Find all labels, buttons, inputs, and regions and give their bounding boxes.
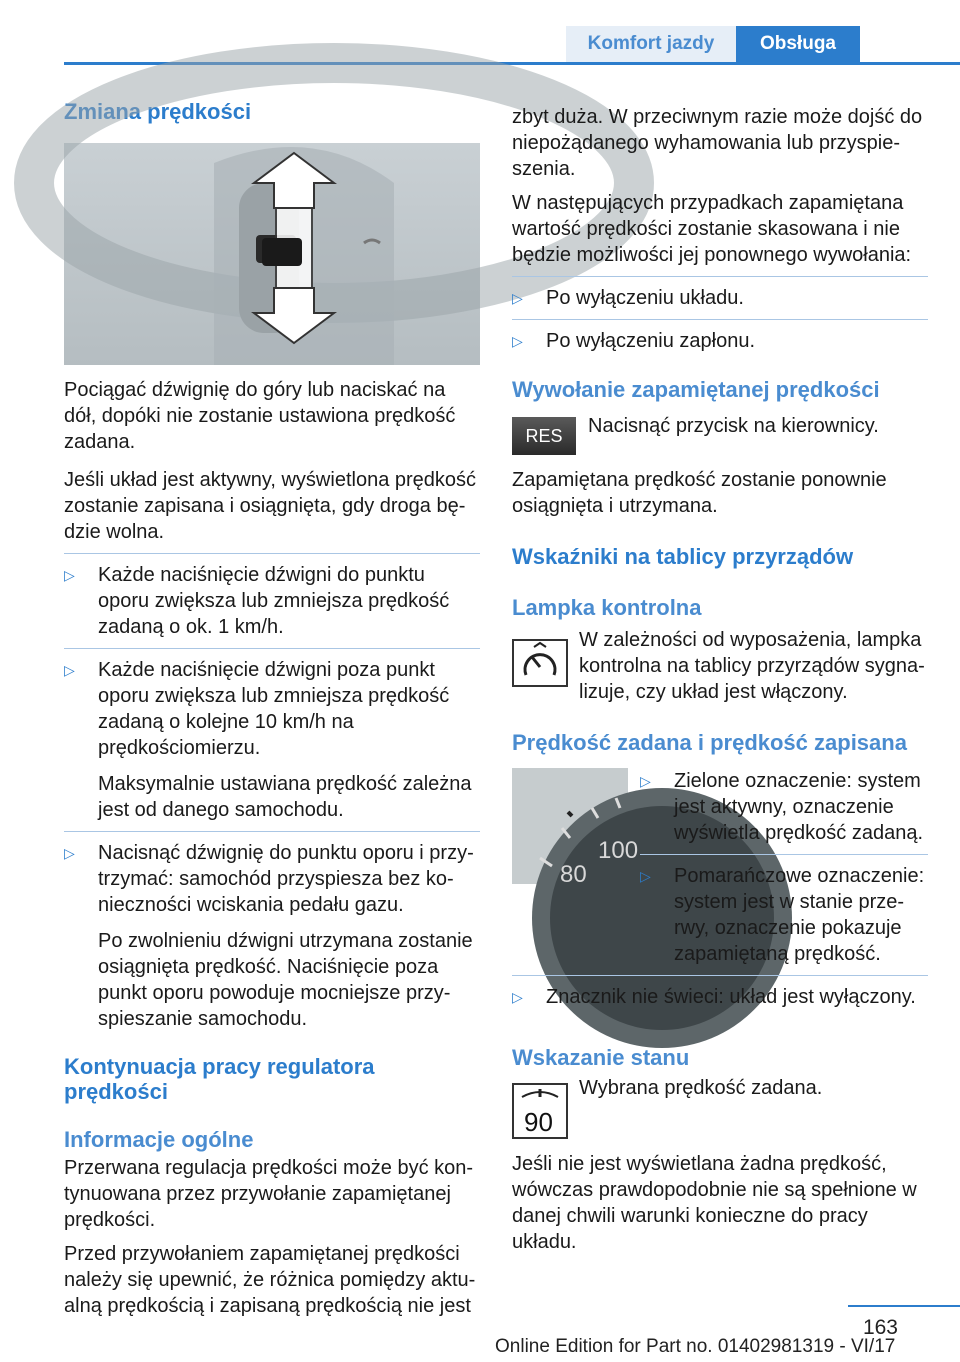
list-item-note: Maksymalnie ustawiana prędkość zależna jest od danego samochodu. (98, 773, 472, 821)
lamp-row (512, 627, 928, 705)
paragraph: Przed przywołaniem zapamiętanej prędkości należy się upewnić, że różnica pomiędzy aktualną prędkością i zapisaną prędkością nie jest (64, 1243, 476, 1317)
triangle-bullet-icon: ▷ (512, 290, 523, 306)
heading-continue: Kontynuacja pracy regulatora prędkości (64, 1054, 375, 1104)
list-item (640, 854, 928, 967)
list-item (64, 648, 480, 823)
gauge-label-80: 80 (560, 861, 587, 888)
list-item (640, 768, 928, 846)
res-row (512, 409, 928, 455)
speedometer-image (512, 768, 639, 888)
page-number: 163 (862, 1316, 898, 1339)
triangle-bullet-icon: ▷ (64, 845, 75, 861)
heading-general: Informacje ogólne (64, 1127, 254, 1152)
list-item-text: Znacznik nie świeci: układ jest wyłączony. (546, 986, 916, 1008)
heading-speeds: Prędkość zadana i prędkość zapisana (512, 730, 907, 755)
list-item-text: Każde naciśnięcie dźwigni do punktu oporu zwiększa lub zmniejsza prędkość zadaną o ok. 1 km/h. (98, 564, 450, 638)
paragraph: Jeśli układ jest aktywny, wyświetlona prędkość zostanie zapisana i osiągnięta, gdy droga będzie wolna. (64, 469, 477, 543)
list-item-text: Po wyłączeniu układu. (546, 287, 744, 309)
steering-wheel-illustration (64, 143, 480, 365)
edition-footer: Online Edition for Part no. 01402981319 - VI/17 (495, 1336, 896, 1357)
steering-wheel-image (64, 143, 480, 365)
right-column (512, 104, 928, 1255)
list-item (64, 831, 480, 1032)
status-speed-icon (512, 1083, 568, 1139)
list-item-text: Zielone oznaczenie: system jest aktywny, oznaczenie wyświetla prędkość zadaną. (674, 770, 924, 844)
chapter-tab: Obsługa (736, 26, 860, 62)
left-column (64, 98, 480, 1319)
list-item-text: Po wyłączeniu zapłonu. (546, 330, 756, 352)
cruise-control-icon (512, 639, 568, 687)
list-item (512, 975, 928, 1010)
list-item-text: Pomarańczowe oznaczenie: system jest w stanie przerwy, oznaczenie pokazuje zapamiętaną prędkość. (674, 865, 925, 965)
list-item (64, 553, 480, 640)
list-item (512, 319, 928, 354)
status-row (512, 1075, 928, 1139)
list-item-text: Każde naciśnięcie dźwigni poza punkt oporu zwiększa lub zmniejsza prędkość zadaną o kolejne 10 km/h na prędkościomierzu. (98, 659, 450, 759)
heading-indicators: Wskaźniki na tablicy przyrządów (512, 544, 854, 569)
section-tab: Komfort jazdy (566, 26, 736, 62)
paragraph: W następujących przypadkach zapamiętana wartość prędkości zostanie skasowana i nie będzie możliwości jej ponownego wywołania: (512, 192, 912, 266)
heading-change-speed: Zmiana prędkości (64, 99, 252, 124)
res-button-icon: RES (512, 417, 576, 455)
paragraph: Wybrana prędkość zadana. (579, 1077, 823, 1099)
triangle-bullet-icon: ▷ (512, 989, 523, 1005)
status-speed-value: 90 (524, 1107, 553, 1137)
paragraph: Nacisnąć przycisk na kierownicy. (588, 415, 879, 437)
triangle-bullet-icon: ▷ (512, 333, 523, 349)
list-item-note: Po zwolnieniu dźwigni utrzymana zostanie osiągnięta prędkość. Naciśnięcie poza punkt oporu powoduje mocniejsze przyspieszanie samochodu. (98, 930, 473, 1030)
list-item-text: Nacisnąć dźwignię do punktu oporu i przytrzymać: samochód przyspiesza bez konieczności wciskania pedału gazu. (98, 842, 474, 916)
triangle-bullet-icon: ▷ (640, 868, 651, 884)
speeds-row (512, 768, 928, 967)
paragraph: Jeśli nie jest wyświetlana żadna prędkość, wówczas prawdopodobnie nie są spełnione w danej chwili warunki konieczne do pracy układu. (512, 1153, 917, 1253)
paragraph: W zależności od wyposażenia, lampka kontrolna na tablicy przyrządów sygnalizuje, czy układ jest włączony. (579, 629, 925, 703)
heading-status: Wskazanie stanu (512, 1045, 690, 1070)
paragraph: Przerwana regulacja prędkości może być kontynuowana przez przywołanie zapamiętanej prędkości. (64, 1157, 474, 1231)
triangle-bullet-icon: ▷ (64, 567, 75, 583)
gauge-label-100: 100 (598, 837, 639, 864)
list-item (512, 276, 928, 311)
heading-recall: Wywołanie zapamiętanej prędkości (512, 377, 880, 402)
paragraph: zbyt duża. W przeciwnym razie może dojść do niepożądanego wyhamowania lub przyspieszenia. (512, 106, 923, 180)
footer-rule (848, 1305, 960, 1307)
triangle-bullet-icon: ▷ (64, 662, 75, 678)
heading-lamp: Lampka kontrolna (512, 595, 702, 620)
paragraph: Pociągać dźwignię do góry lub naciskać na dół, dopóki nie zostanie ustawiona prędkość zadana. (64, 379, 456, 453)
gauge-list (640, 768, 928, 967)
paragraph: Zapamiętana prędkość zostanie ponownie osiągnięta i utrzymana. (512, 469, 887, 517)
triangle-bullet-icon: ▷ (640, 773, 651, 789)
